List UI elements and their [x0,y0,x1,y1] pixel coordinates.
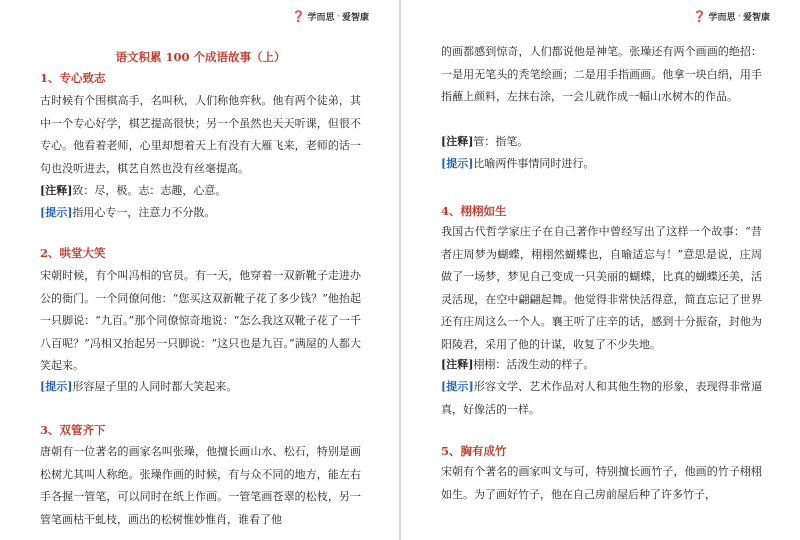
note-label: [注释] [441,358,474,371]
hint-text: 形容文学、艺术作品对人和其他生物的形象，表现得非常逼真，好像活的一样。 [441,380,762,416]
brand-name-right: 爱智康 [341,13,369,23]
brand-logo [693,10,770,23]
note-label: [注释] [441,135,474,148]
hint-text: 比喻两件事情同时进行。 [473,157,595,170]
section-hint [441,376,762,421]
section-hint [441,153,762,176]
section-story: 唐朝有一位著名的画家名叫张璪，他擅长画山水、松石，特别是画松树尤其叫人称绝。张璪作画的时候，有与众不同的地方，能左右手各握一管笔，可以同时在纸上作画。一管笔画苍翠的松枝，另一管笔画枯干虬枝，画出的松树惟妙惟肖，谁看了他 [40,445,361,526]
section-note [441,131,762,154]
section-hint [40,376,361,399]
section-continuation: 的画都感到惊奇，人们都说他是神笔。张璪还有两个画画的绝招：一是用无笔头的秃笔绘画；二是用手指画画。他拿一块白绢，用手指蘸上颜料，左抹右涂，一会儿就作成一幅山水树木的作品。 [441,45,762,103]
hint-text: 形容屋子里的人同时都大笑起来。 [72,380,238,393]
brand-name-left: 学而思 [708,13,736,23]
brand-name-right: 爱智康 [742,13,770,23]
hint-label: [提示] [40,206,73,219]
note-text: 致：尽，极。志：志趣，心意。 [72,184,227,197]
section-note [40,180,361,203]
section-heading: 3、双管齐下 [40,423,106,437]
hint-text: 指用心专一，注意力不分散。 [72,206,216,219]
section-heading: 5、胸有成竹 [441,444,507,458]
left-page [0,0,399,540]
hint-label: [提示] [40,380,73,393]
section-story: 宋朝时候，有个叫冯相的官员。有一天，他穿着一双新靴子走进办公的衙门。一个同僚问他：“您买这双新靴子花了多少钱？”他抬起一只脚说：“九百。”那个同僚惊奇地说：“怎么我这双靴子花了一千八百呢？”冯相又抬起另一只脚说：“这只也是九百。”满屋的人都大笑起来。 [40,269,361,372]
note-label: [注释] [40,184,73,197]
section-story: 古时候有个围棋高手，名叫秋，人们称他弈秋。他有两个徒弟，其中一个专心好学，棋艺提高很快；另一个虽然也天天听课，但很不专心。他看着老师，心里却想着天上有没有大雁飞来，老师的话一句也没听进去，棋艺自然也没有丝毫提高。 [40,94,361,175]
section-heading: 1、专心致志 [40,71,106,85]
right-page [401,0,800,540]
section-hint [40,202,361,225]
hint-label: [提示] [441,157,474,170]
brand-separator: · [336,11,340,22]
note-text: 管：指笔。 [473,135,529,148]
section-heading: 2、哄堂大笑 [40,246,106,260]
section-story: 宋朝有个著名的画家叫文与可，特别擅长画竹子，他画的竹子栩栩如生。为了画好竹子，他在自己房前屋后种了许多竹子， [441,465,762,501]
brand-logo [292,10,369,23]
section-heading: 4、栩栩如生 [441,204,507,218]
document-title: 语文积累 100 个成语故事（上） [115,50,286,64]
hint-label: [提示] [441,380,474,393]
brand-mark-icon: ❓ [692,10,707,23]
brand-mark-icon: ❓ [291,10,306,23]
brand-name-left: 学而思 [307,13,335,23]
brand-separator: · [737,11,741,22]
section-story: 我国古代哲学家庄子在自己著作中曾经写出了这样一个故事：“昔者庄周梦为蝴蝶，栩栩然蝴蝶也，自喻适忘与！”意思是说，庄周做了一场梦，梦见自己变成一只美丽的蝴蝶，比真的蝴蝶还美，活灵活现，在空中翩翩起舞。他觉得非常快活得意，简直忘记了世界还有庄周这么一个人。襄王听了庄辛的话，感到十分振奋，封他为阳陵君，采用了他的计谋，收复了不少失地。 [441,225,762,351]
section-note [441,354,762,377]
note-text: 栩栩：活泼生动的样子。 [473,358,595,371]
